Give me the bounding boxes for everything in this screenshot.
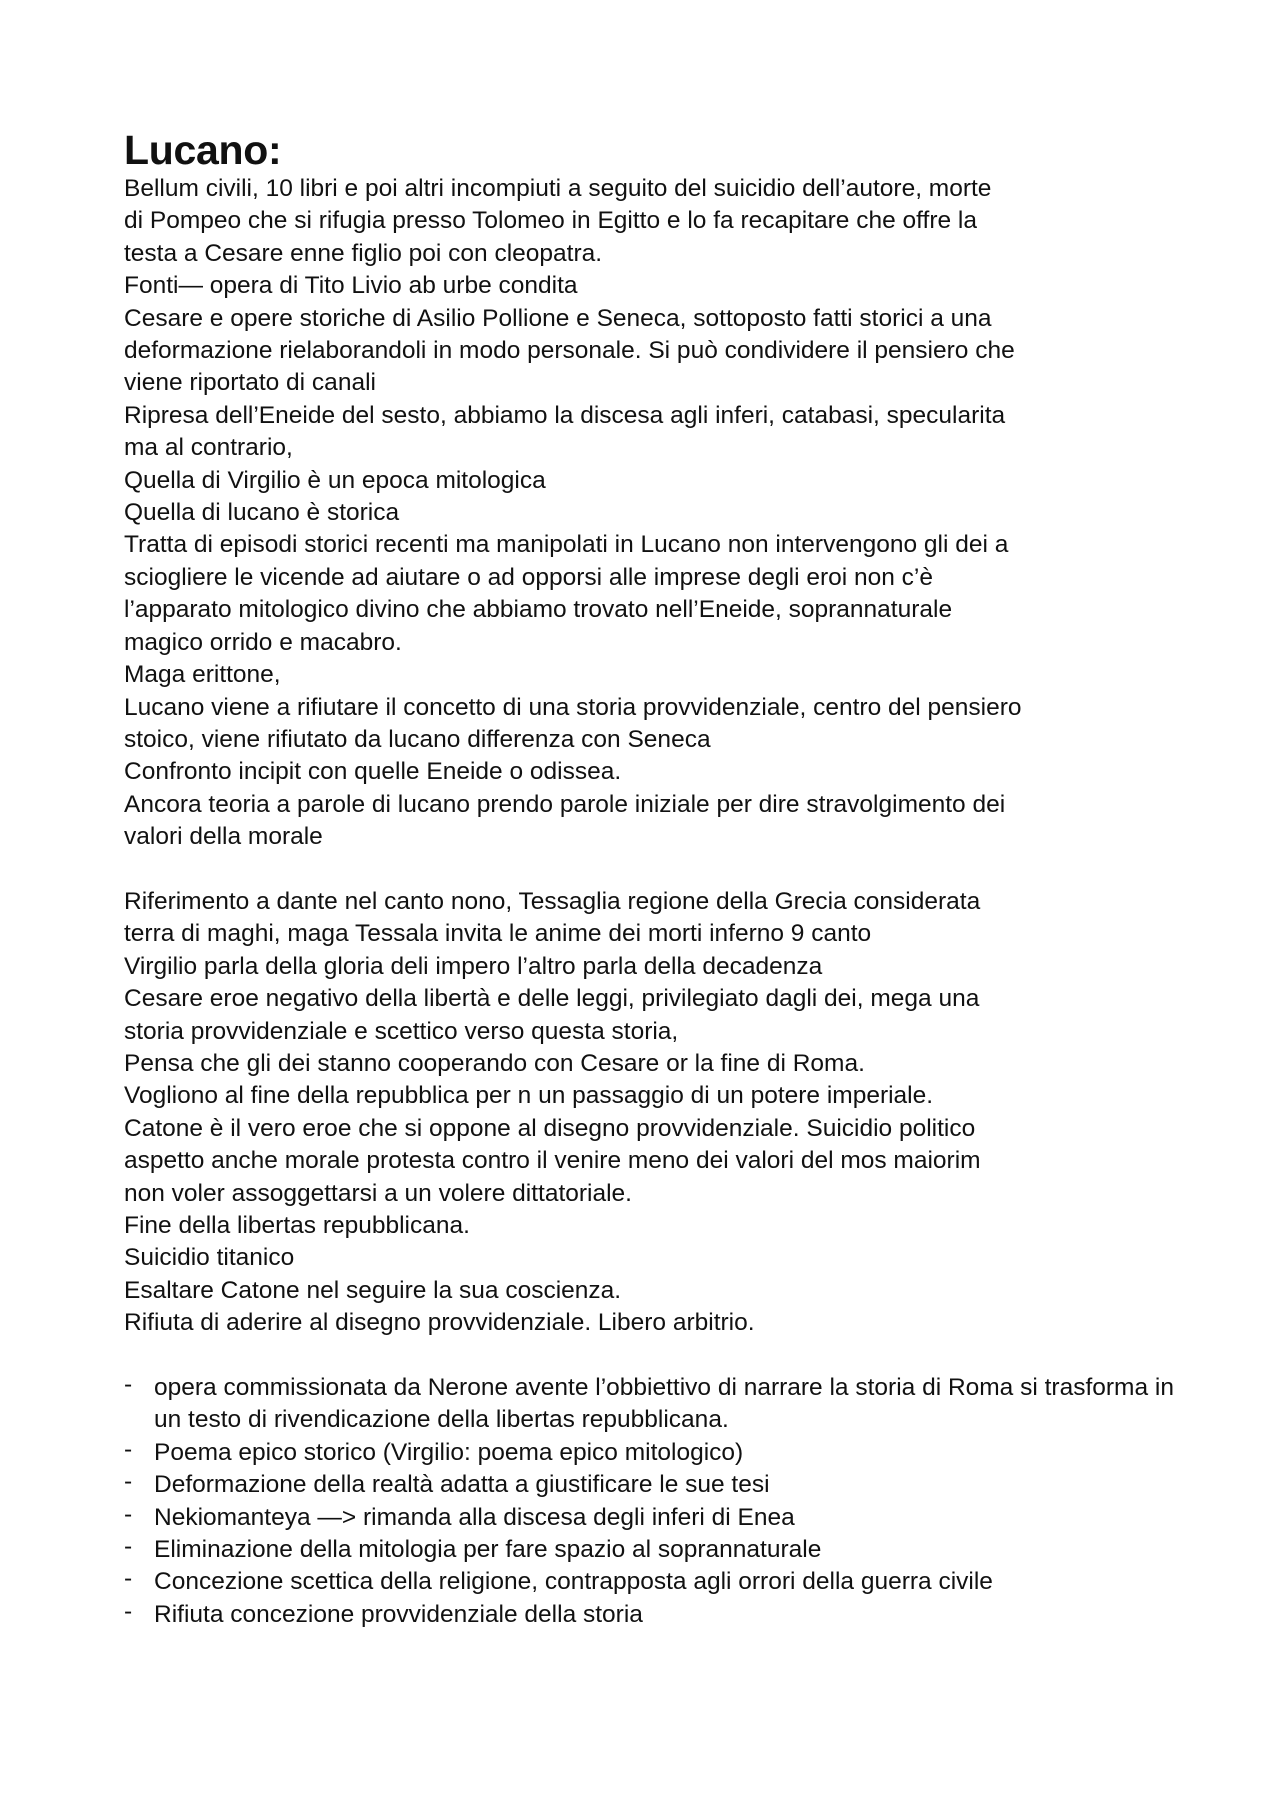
list-item	[124, 1599, 1184, 1631]
list-item	[124, 1437, 1184, 1469]
text-line: di Pompeo che si rifugia presso Tolomeo in Egitto e lo fa recapitare che offre la	[124, 207, 977, 235]
text-line: Pensa che gli dei stanno cooperando con Cesare or la fine di Roma.	[124, 1049, 865, 1077]
text-line: Ripresa dell’Eneide del sesto, abbiamo la discesa agli inferi, catabasi, specularita	[124, 401, 1006, 429]
dash-bullet-icon: -	[124, 1565, 133, 1593]
text-line: Quella di Virgilio è un epoca mitologica	[124, 466, 546, 494]
dash-bullet-icon: -	[124, 1597, 133, 1625]
text-line: Quella di lucano è storica	[124, 499, 400, 527]
text-line: ma al contrario,	[124, 434, 293, 462]
list-item-text: Rifiuta concezione provvidenziale della storia	[154, 1600, 643, 1628]
text-line: Maga erittone,	[124, 661, 281, 689]
text-line: Fonti— opera di Tito Livio ab urbe condita	[124, 272, 578, 300]
list-item-text: Nekiomanteya —> rimanda alla discesa degli inferi di Enea	[154, 1503, 795, 1531]
text-line: storia provvidenziale e scettico verso questa storia,	[124, 1017, 679, 1045]
blank-line	[124, 1340, 1184, 1372]
list-item-text: opera commissionata da Nerone avente l’obbiettivo di narrare la storia di Roma si trasforma in un testo di rivendicazione della libertas repubblicana.	[154, 1374, 1174, 1434]
text-line: Rifiuta di aderire al disegno provvidenziale. Libero arbitrio.	[124, 1309, 755, 1337]
text-line: valori della morale	[124, 823, 323, 851]
dash-bullet-icon: -	[124, 1500, 133, 1528]
text-line: Confronto incipit con quelle Eneide o odissea.	[124, 758, 622, 786]
dash-bullet-icon: -	[124, 1533, 133, 1561]
blank-line	[124, 854, 1184, 886]
text-line: Ancora teoria a parole di lucano prendo parole iniziale per dire stravolgimento dei	[124, 790, 1006, 818]
text-line: Cesare e opere storiche di Asilio Pollione e Seneca, sottoposto fatti storici a una	[124, 304, 992, 332]
bullet-list	[124, 1372, 1184, 1631]
page-title: Lucano:	[124, 127, 282, 173]
text-line: testa a Cesare enne figlio poi con cleopatra.	[124, 239, 603, 267]
dash-bullet-icon: -	[124, 1468, 133, 1496]
list-item	[124, 1534, 1184, 1566]
text-line: sciogliere le vicende ad aiutare o ad opporsi alle imprese degli eroi non c’è	[124, 563, 933, 591]
list-item-text: Poema epico storico (Virgilio: poema epico mitologico)	[154, 1438, 744, 1466]
document-page	[124, 128, 1184, 1631]
text-line: Riferimento a dante nel canto nono, Tessaglia regione della Grecia considerata	[124, 887, 981, 915]
text-line: Cesare eroe negativo della libertà e delle leggi, privilegiato dagli dei, mega una	[124, 985, 980, 1013]
notes-section-1	[124, 173, 1184, 854]
text-line: terra di maghi, maga Tessala invita le anime dei morti inferno 9 canto	[124, 920, 872, 948]
list-item	[124, 1469, 1184, 1501]
text-line: magico orrido e macabro.	[124, 628, 402, 656]
text-line: stoico, viene rifiutato da lucano differenza con Seneca	[124, 725, 711, 753]
list-item	[124, 1566, 1184, 1598]
text-line: Tratta di episodi storici recenti ma manipolati in Lucano non intervengono gli dei a	[124, 531, 1009, 559]
text-line: l’apparato mitologico divino che abbiamo trovato nell’Eneide, soprannaturale	[124, 596, 953, 624]
dash-bullet-icon: -	[124, 1371, 133, 1398]
notes-section-2	[124, 886, 1184, 1340]
dash-bullet-icon: -	[124, 1435, 133, 1463]
text-line: Suicidio titanico	[124, 1244, 295, 1272]
list-item-text: Eliminazione della mitologia per fare spazio al soprannaturale	[154, 1536, 822, 1564]
text-line: Bellum civili, 10 libri e poi altri incompiuti a seguito del suicidio dell’autore, morte	[124, 175, 992, 202]
list-item	[124, 1372, 1184, 1437]
list-item	[124, 1502, 1184, 1534]
text-line: non voler assoggettarsi a un volere dittatoriale.	[124, 1179, 632, 1207]
text-line: aspetto anche morale protesta contro il venire meno dei valori del mos maiorim	[124, 1147, 981, 1175]
text-line: Esaltare Catone nel seguire la sua coscienza.	[124, 1276, 622, 1304]
text-line: viene riportato di canali	[124, 369, 376, 397]
text-line: deformazione rielaborandoli in modo personale. Si può condividere il pensiero che	[124, 337, 1015, 365]
list-item-text: Deformazione della realtà adatta a giustificare le sue tesi	[154, 1471, 770, 1499]
text-line: Catone è il vero eroe che si oppone al disegno provvidenziale. Suicidio politico	[124, 1114, 976, 1142]
text-line: Virgilio parla della gloria deli impero l’altro parla della decadenza	[124, 952, 823, 980]
list-item-text: Concezione scettica della religione, contrapposta agli orrori della guerra civile	[154, 1568, 993, 1596]
text-line: Lucano viene a rifiutare il concetto di una storia provvidenziale, centro del pensiero	[124, 693, 1022, 721]
text-line: Fine della libertas repubblicana.	[124, 1211, 470, 1239]
text-line: Vogliono al fine della repubblica per n un passaggio di un potere imperiale.	[124, 1082, 934, 1110]
